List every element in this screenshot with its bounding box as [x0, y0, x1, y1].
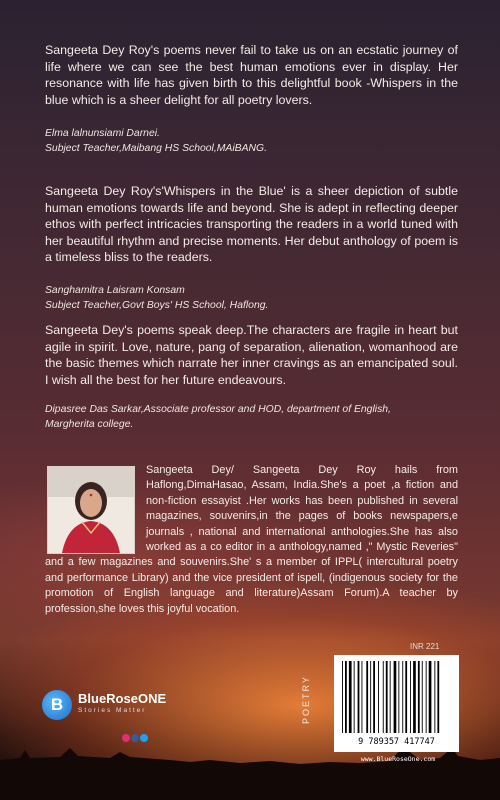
barcode	[334, 655, 459, 752]
review-1-role: Subject Teacher,Maibang HS School,MAiBANG.	[45, 143, 267, 154]
review-2	[45, 183, 458, 266]
instagram-icon	[122, 734, 130, 742]
logo-letter: B	[50, 695, 64, 714]
author-bio-text: Sangeeta Dey/ Sangeeta Dey Roy hails from Haflong,DimaHasao, Assam, India.She's a poet ,a fiction and non-fiction essayist .Her works has been published in several magazines, souvenirs,in the pages of books newspapers,e journals , national and international anthologies.She has also worked as a co editor in a anthology,named ," Mystic Reveries" and a few magazines and souvenirs.She' s a member of IPPL( intercultural poetry and performance Library) and the vice president of ispell, (indigenous society for the promotion of English language and literature)Assam Forum).A teacher by profession,she loves this joyful vocation.	[45, 464, 458, 615]
price-label: INR 221	[410, 642, 440, 651]
social-icons	[122, 734, 149, 742]
genre-label: POETRY	[301, 675, 311, 724]
isbn-number: 9 789357 417747	[358, 737, 435, 747]
review-2-role: Subject Teacher,Govt Boys' HS School, Haflong.	[45, 300, 269, 311]
publisher-website: www.BlueRoseOne.com	[360, 755, 436, 763]
author-photo	[47, 466, 135, 554]
publisher-name: BlueRoseONE	[78, 691, 167, 706]
publisher-logo	[42, 690, 202, 732]
review-3-text: Sangeeta Dey's poems speak deep.The characters are fragile in heart but agile in spirit. Love, nature, pang of separation, alienation, womanhood are the basic themes which narrate her inner cravings as an emancipated soul. I wish all the best for her future endeavours.	[45, 323, 458, 387]
twitter-icon	[140, 734, 148, 742]
review-1	[45, 42, 458, 108]
review-2-name: Sanghamitra Laisram Konsam	[45, 285, 185, 296]
review-3-citation	[45, 402, 458, 432]
review-3-name: Dipasree Das Sarkar,Associate professor and HOD, department of English,	[45, 404, 391, 415]
review-3-role: Margherita college.	[45, 419, 134, 430]
review-2-citation	[45, 283, 458, 313]
publisher-tagline: Stories Matter	[78, 707, 147, 714]
bluerose-logo-icon	[42, 690, 72, 720]
review-2-text: Sangeeta Dey Roy's'Whispers in the Blue' is a sheer depiction of subtle human emotions towards life and beyond. She is adept in reflecting deeper ethos with perfect intricacies transporting the readers in a world tuned with her beautiful rhythm and precise moments. Her debut anthology of poem is a timeless bliss to the readers.	[45, 184, 458, 265]
barcode-bars	[340, 661, 453, 735]
review-3	[45, 322, 458, 388]
facebook-icon	[131, 734, 139, 742]
review-1-name: Elma lalnunsiami Darnei.	[45, 128, 160, 139]
review-1-text: Sangeeta Dey Roy's poems never fail to take us on an ecstatic journey of life where we can see the best human emotions ever in display. Her resonance with life has given birth to this delightful book -Whispers in the blue which is a sheer delight for all poetry lovers.	[45, 43, 458, 107]
review-1-citation	[45, 126, 458, 156]
